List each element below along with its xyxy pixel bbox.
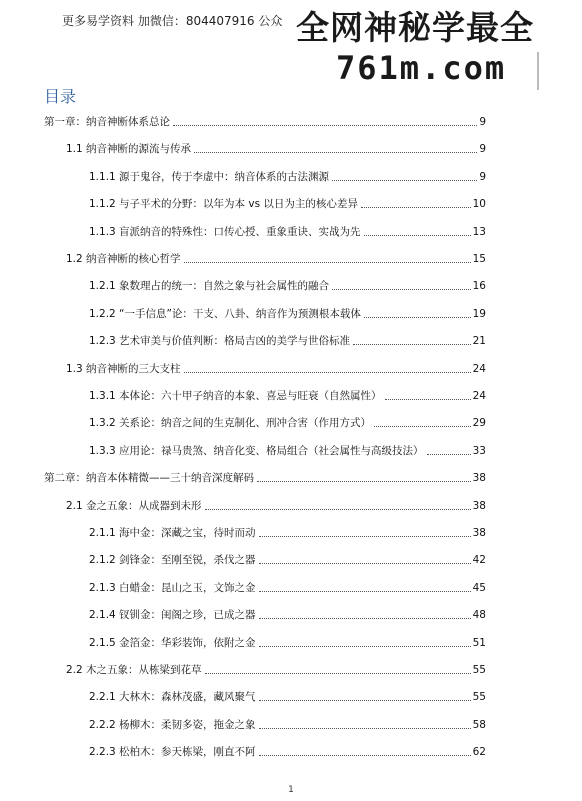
toc-entry-title: 1.2 纳音神断的核心哲学: [66, 253, 181, 265]
toc-entry-page: 62: [472, 746, 486, 759]
toc-leader-dots: [259, 536, 471, 537]
toc-entry[interactable]: [89, 609, 486, 622]
toc-entry[interactable]: [89, 554, 486, 567]
toc-entry-title: 1.1.3 盲派纳音的特殊性：口传心授、重象重诀、实战为先: [89, 225, 361, 238]
toc-entry-title: 2.2 木之五象：从栋梁到花草: [66, 664, 202, 676]
toc-entry[interactable]: [89, 582, 486, 595]
toc-entry-title: 1.1 纳音神断的源流与传承: [66, 143, 192, 156]
toc-leader-dots: [184, 262, 471, 263]
toc-entry[interactable]: [66, 500, 486, 513]
toc-entry-title: 2.2.2 杨柳木：柔韧多姿，拖金之象: [89, 718, 256, 731]
toc-entry-title: 第二章：纳音本体精微——三十纳音深度解码: [44, 472, 254, 485]
toc-entry[interactable]: [89, 198, 486, 211]
toc-entry[interactable]: [44, 472, 486, 485]
toc-leader-dots: [259, 563, 471, 564]
toc-entry-title: 1.2.1 象数理占的统一：自然之象与社会属性的融合: [89, 280, 330, 293]
toc-leader-dots: [364, 317, 471, 318]
toc-entry[interactable]: [89, 719, 486, 732]
toc-leader-dots: [173, 125, 477, 126]
toc-entry-page: 38: [472, 527, 486, 539]
toc-leader-dots: [259, 700, 471, 701]
toc-entry-title: 1.2.2 “一手信息”论：干支、八卦、纳音作为预测根本载体: [89, 307, 361, 320]
toc-entry-title: 2.1.5 金箔金：华彩装饰，依附之金: [89, 636, 256, 649]
toc-entry-page: 42: [472, 554, 486, 567]
toc-entry-page: 45: [472, 581, 486, 594]
toc-entry[interactable]: [89, 280, 486, 293]
toc-entry-page: 55: [472, 691, 486, 704]
toc-entry[interactable]: [89, 746, 486, 759]
watermark-divider: [537, 52, 539, 90]
watermark-title: 全网神秘学最全: [296, 8, 534, 47]
toc-leader-dots: [361, 207, 471, 208]
toc-entry-page: 16: [472, 280, 486, 293]
toc-entry-title: 2.1.3 白蜡金：昆山之玉，文饰之金: [89, 581, 256, 594]
toc-entry-title: 2.1.2 剑锋金：至刚至锐，杀伐之器: [89, 554, 256, 567]
toc-entry-title: 1.3.2 关系论：纳音之间的生克制化、刑冲合害（作用方式）: [89, 417, 372, 430]
toc-entry-page: 58: [472, 718, 486, 731]
toc-leader-dots: [353, 344, 471, 345]
toc-leader-dots: [259, 591, 471, 592]
toc-entry-page: 51: [472, 636, 486, 649]
toc-leader-dots: [259, 646, 471, 647]
toc-entry-page: 55: [472, 664, 486, 676]
toc-entry[interactable]: [89, 226, 486, 239]
toc-leader-dots: [194, 152, 477, 153]
toc-leader-dots: [332, 180, 477, 181]
toc-entry[interactable]: [89, 308, 486, 321]
toc-leader-dots: [205, 509, 471, 510]
toc-entry-title: 2.1.4 钗钏金：闺阁之珍，已成之器: [89, 609, 256, 622]
toc-entry-title: 1.1.1 源于鬼谷，传于李虚中：纳音体系的古法渊源: [89, 170, 330, 183]
toc-entry-page: 13: [472, 225, 486, 238]
toc-entry-page: 19: [472, 307, 486, 320]
toc-leader-dots: [184, 372, 471, 373]
toc-entry-page: 24: [472, 390, 486, 402]
toc-leader-dots: [374, 426, 471, 427]
toc-entry[interactable]: [44, 116, 486, 129]
watermark-url: 761m.com: [336, 49, 507, 87]
toc-entry-page: 9: [479, 170, 486, 183]
toc-leader-dots: [259, 755, 471, 756]
toc-entry-page: 33: [472, 444, 486, 457]
toc-entry-page: 15: [472, 253, 486, 265]
toc-entry-page: 21: [472, 335, 486, 348]
toc-entry-title: 1.1.2 与子平术的分野：以年为本 vs 以日为主的核心差异: [89, 198, 358, 211]
toc-entry[interactable]: [89, 335, 486, 348]
toc-entry-title: 2.1 金之五象：从成器到未形: [66, 499, 202, 512]
toc-leader-dots: [259, 618, 471, 619]
toc-leader-dots: [259, 728, 471, 729]
toc-entry-title: 2.2.1 大林木：森林茂盛，藏风聚气: [89, 691, 256, 704]
toc-entry-title: 第一章：纳音神断体系总论: [44, 116, 170, 128]
toc-entry-page: 29: [472, 417, 486, 430]
toc-leader-dots: [427, 454, 471, 455]
toc-leader-dots: [257, 481, 471, 482]
toc-entry-title: 2.2.3 松柏木：参天栋梁，刚直不阿: [89, 746, 256, 759]
toc-entry[interactable]: [89, 390, 486, 403]
toc-entry-page: 38: [472, 499, 486, 512]
toc-entry[interactable]: [66, 363, 486, 376]
toc-entry[interactable]: [89, 637, 486, 650]
toc-entry[interactable]: [89, 171, 486, 184]
toc-entry-title: 1.3.3 应用论：禄马贵煞、纳音化变、格局组合（社会属性与高级技法）: [89, 444, 424, 457]
header-note: 更多易学资料 加微信：804407916 公众: [62, 14, 283, 28]
toc-entry[interactable]: [89, 527, 486, 540]
toc-heading: 目录: [44, 87, 77, 106]
toc-entry-page: 9: [479, 116, 486, 128]
toc-entry-title: 1.3 纳音神断的三大支柱: [66, 362, 181, 375]
toc-entry[interactable]: [89, 445, 486, 458]
toc-leader-dots: [332, 289, 471, 290]
toc-entry-page: 24: [472, 362, 486, 375]
toc-entry-page: 48: [472, 609, 486, 622]
page-number: 1: [288, 785, 294, 795]
toc-leader-dots: [364, 235, 471, 236]
toc-entry-page: 10: [472, 198, 486, 211]
toc-entry-title: 1.2.3 艺术审美与价值判断：格局吉凶的美学与世俗标准: [89, 335, 351, 348]
toc-entry-page: 9: [479, 143, 486, 156]
toc-entry-title: 1.3.1 本体论：六十甲子纳音的本象、喜忌与旺衰（自然属性）: [89, 390, 382, 402]
toc-entry[interactable]: [89, 691, 486, 704]
toc-entry[interactable]: [66, 143, 486, 156]
toc-leader-dots: [205, 673, 471, 674]
toc-entry-page: 38: [472, 472, 486, 485]
toc-entry[interactable]: [66, 253, 486, 266]
toc-entry-title: 2.1.1 海中金：深藏之宝，待时而动: [89, 527, 256, 539]
toc-entry[interactable]: [66, 664, 486, 677]
toc-entry[interactable]: [89, 417, 486, 430]
toc-leader-dots: [385, 399, 471, 400]
